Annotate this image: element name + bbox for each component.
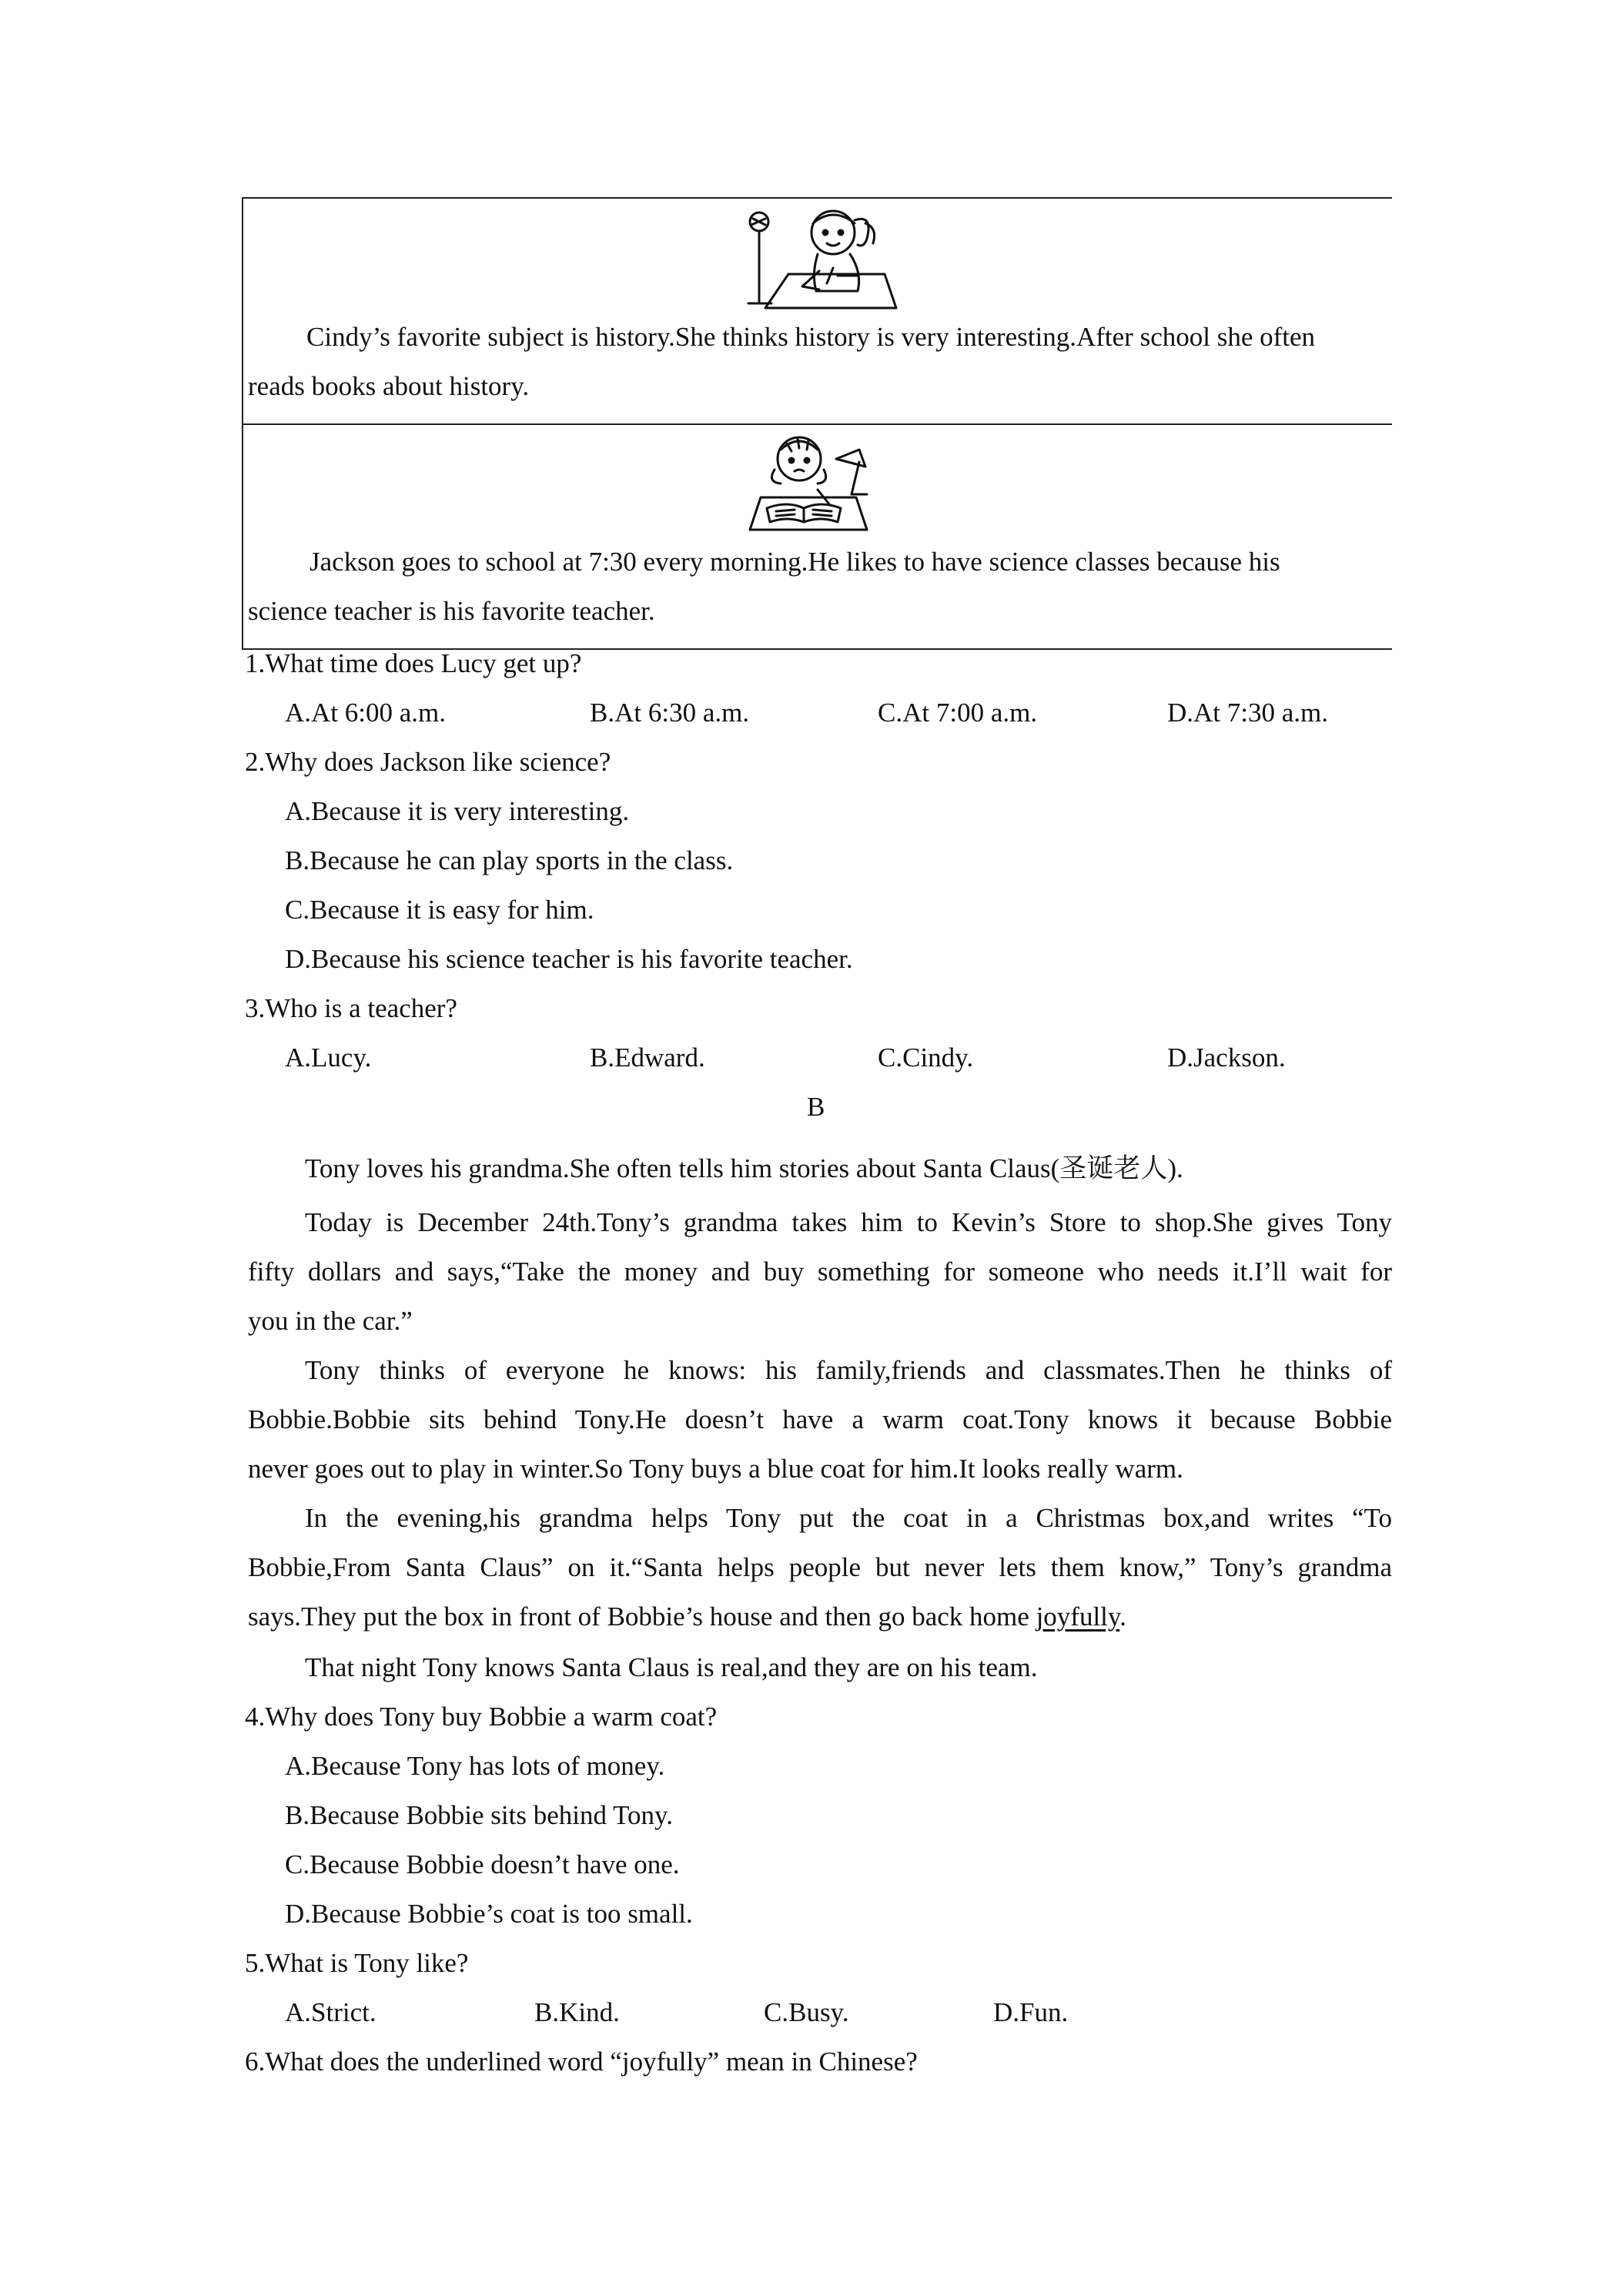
q3-option-b[interactable]: B.Edward. [590, 1043, 705, 1073]
question-1: 1.What time does Lucy get up? [245, 648, 582, 678]
q4-option-d[interactable]: D.Because Bobbie’s coat is too small. [285, 1899, 693, 1929]
question-4: 4.Why does Tony buy Bobbie a warm coat? [245, 1702, 718, 1732]
q1-option-a[interactable]: A.At 6:00 a.m. [285, 698, 447, 728]
q2-option-b[interactable]: B.Because he can play sports in the class. [285, 845, 734, 875]
q2-option-c[interactable]: C.Because it is easy for him. [285, 895, 594, 925]
question-3: 3.Who is a teacher? [245, 993, 457, 1023]
q5-option-b[interactable]: B.Kind. [534, 1997, 620, 2027]
q3-option-c[interactable]: C.Cindy. [878, 1043, 974, 1073]
q5-option-a[interactable]: A.Strict. [285, 1997, 376, 2027]
table-left-border [242, 197, 243, 650]
jackson-line-1: Jackson goes to school at 7:30 every morning.He likes to have science classes because his [310, 547, 1280, 577]
jackson-line-2: science teacher is his favorite teacher. [248, 596, 655, 626]
p3-line-1: Tony thinks of everyone he knows: his family,friends and classmates.Then he thinks of [305, 1355, 1392, 1385]
q1-option-b[interactable]: B.At 6:30 a.m. [590, 698, 750, 728]
passage-paragraph-1: Tony loves his grandma.She often tells him stories about Santa Claus(圣诞老人). [305, 1153, 1183, 1183]
p4-line-2: Bobbie,From Santa Claus” on it.“Santa helps people but never lets them know,” Tony’s grandma [248, 1552, 1392, 1582]
q5-option-d[interactable]: D.Fun. [993, 1997, 1069, 2027]
q3-option-d[interactable]: D.Jackson. [1167, 1043, 1286, 1073]
q5-option-c[interactable]: C.Busy. [764, 1997, 849, 2027]
q1-option-c[interactable]: C.At 7:00 a.m. [878, 698, 1038, 728]
p4-line-1: In the evening,his grandma helps Tony put the coat in a Christmas box,and writes “To [305, 1503, 1392, 1533]
boy-reading-illustration [744, 428, 875, 536]
p2-line-1: Today is December 24th.Tony’s grandma takes him to Kevin’s Store to shop.She gives Tony [305, 1207, 1392, 1237]
p4-line-3-end: . [1119, 1602, 1126, 1632]
table-top-border [242, 197, 1392, 199]
table-row-divider [242, 423, 1392, 425]
q1-option-d[interactable]: D.At 7:30 a.m. [1167, 698, 1329, 728]
p3-line-3: never goes out to play in winter.So Tony buys a blue coat for him.It looks really warm. [248, 1454, 1183, 1484]
p4-line-3-text: says.They put the box in front of Bobbie’s house and then go back home [248, 1602, 1036, 1632]
q4-option-a[interactable]: A.Because Tony has lots of money. [285, 1751, 665, 1781]
underlined-word-joyfully: joyfully [1036, 1602, 1120, 1632]
reading-table [242, 197, 1392, 650]
cindy-line-2: reads books about history. [248, 371, 530, 401]
section-heading: B [807, 1092, 825, 1122]
cindy-paragraph [248, 313, 1386, 411]
jackson-paragraph [248, 537, 1386, 636]
p3-line-2: Bobbie.Bobbie sits behind Tony.He doesn’t have a warm coat.Tony knows it because Bobbie [248, 1404, 1392, 1434]
passage-paragraph-5: That night Tony knows Santa Claus is real,and they are on his team. [305, 1652, 1038, 1682]
girl-studying-illustration [742, 200, 904, 314]
p2-line-3: you in the car.” [248, 1306, 413, 1336]
p4-line-3 [248, 1592, 1392, 1642]
question-2: 2.Why does Jackson like science? [245, 747, 611, 777]
q4-option-c[interactable]: C.Because Bobbie doesn’t have one. [285, 1849, 680, 1879]
q2-option-d[interactable]: D.Because his science teacher is his favorite teacher. [285, 944, 853, 974]
cindy-line-1: Cindy’s favorite subject is history.She thinks history is very interesting.After school she often [306, 322, 1316, 352]
passage-paragraph-2 [248, 1198, 1392, 1346]
p2-line-2: fifty dollars and says,“Take the money and buy something for someone who needs it.I’ll wait for [248, 1257, 1392, 1287]
q2-option-a[interactable]: A.Because it is very interesting. [285, 796, 630, 826]
q4-option-b[interactable]: B.Because Bobbie sits behind Tony. [285, 1800, 674, 1830]
question-6: 6.What does the underlined word “joyfully” mean in Chinese? [245, 2047, 918, 2077]
passage-paragraph-4 [248, 1494, 1392, 1642]
passage-paragraph-3 [248, 1346, 1392, 1494]
question-5: 5.What is Tony like? [245, 1948, 469, 1978]
q3-option-a[interactable]: A.Lucy. [285, 1043, 372, 1073]
